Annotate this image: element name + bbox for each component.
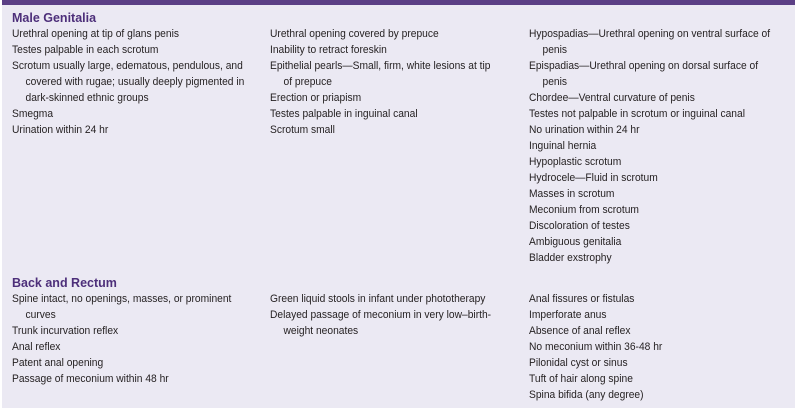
list-item xyxy=(529,250,770,266)
list-item xyxy=(529,122,770,138)
list-item xyxy=(12,122,244,138)
item-text-continuation: of prepuce xyxy=(283,76,332,88)
item-text: Anal reflex xyxy=(12,341,61,353)
item-text: Spina bifida (any degree) xyxy=(529,389,644,401)
item-text-continuation: penis xyxy=(542,76,568,88)
item-text: Green liquid stools in infant under phototherapy xyxy=(270,293,486,305)
list-item xyxy=(12,106,244,122)
section-heading-male-genitalia: Male Genitalia xyxy=(12,11,97,25)
item-text: Imperforate anus xyxy=(529,309,607,321)
item-text: Hypospadias—Urethral opening on ventral surface of xyxy=(529,28,771,40)
item-text: No urination within 24 hr xyxy=(529,124,640,136)
item-text: Epithelial pearls—Small, firm, white lesions at tip xyxy=(270,60,491,72)
list-item xyxy=(12,371,231,387)
list-item xyxy=(529,90,770,106)
top-accent-bar xyxy=(0,0,798,5)
item-text: Bladder exstrophy xyxy=(529,252,612,264)
list-item xyxy=(12,355,231,371)
item-text: Ambiguous genitalia xyxy=(529,236,622,248)
item-text: No meconium within 36-48 hr xyxy=(529,341,663,353)
list-item xyxy=(12,323,231,339)
item-text: Passage of meconium within 48 hr xyxy=(12,373,169,385)
list-item xyxy=(529,339,662,355)
list-item xyxy=(270,307,491,339)
item-text: Smegma xyxy=(12,108,54,120)
item-text: Discoloration of testes xyxy=(529,220,630,232)
item-text: Urination within 24 hr xyxy=(12,124,109,136)
section-heading-back-and-rectum: Back and Rectum xyxy=(12,276,117,290)
item-text: Spine intact, no openings, masses, or prominent xyxy=(12,293,232,305)
item-text: Epispadias—Urethral opening on dorsal surface of xyxy=(529,60,759,72)
item-text: Trunk incurvation reflex xyxy=(12,325,119,337)
item-text-continuation: weight neonates xyxy=(283,325,359,337)
item-text: Testes palpable in each scrotum xyxy=(12,44,159,56)
item-text-continuation: penis xyxy=(542,44,568,56)
item-text: Patent anal opening xyxy=(12,357,104,369)
back-rectum-normal-column xyxy=(12,291,231,387)
item-text: Inability to retract foreskin xyxy=(270,44,387,56)
list-item xyxy=(12,42,244,58)
back-rectum-variation-column xyxy=(270,291,491,339)
item-text: Hypoplastic scrotum xyxy=(529,156,622,168)
list-item xyxy=(270,26,491,42)
item-text: Testes palpable in inguinal canal xyxy=(270,108,418,120)
item-text: Absence of anal reflex xyxy=(529,325,631,337)
list-item xyxy=(529,138,770,154)
list-item xyxy=(12,26,244,42)
list-item xyxy=(270,90,491,106)
item-text: Pilonidal cyst or sinus xyxy=(529,357,628,369)
list-item xyxy=(12,291,231,323)
item-text: Chordee—Ventral curvature of penis xyxy=(529,92,695,104)
left-border xyxy=(0,0,2,408)
item-text: Anal fissures or fistulas xyxy=(529,293,635,305)
list-item xyxy=(270,106,491,122)
back-rectum-abnormal-column xyxy=(529,291,662,403)
item-text: Meconium from scrotum xyxy=(529,204,639,216)
list-item xyxy=(529,307,662,323)
male-genitalia-abnormal-column xyxy=(529,26,770,266)
list-item xyxy=(529,26,770,58)
item-text: Hydrocele—Fluid in scrotum xyxy=(529,172,658,184)
list-item xyxy=(529,106,770,122)
list-item xyxy=(529,371,662,387)
item-text: Scrotum usually large, edematous, pendulous, and xyxy=(12,60,243,72)
list-item xyxy=(529,355,662,371)
list-item xyxy=(529,387,662,403)
item-text-continuation: curves xyxy=(25,309,56,321)
item-text: Inguinal hernia xyxy=(529,140,597,152)
item-text-continuation: covered with rugae; usually deeply pigmented in xyxy=(25,76,245,88)
list-item xyxy=(270,58,491,90)
list-item xyxy=(529,186,770,202)
list-item xyxy=(12,58,244,106)
item-text: Urethral opening at tip of glans penis xyxy=(12,28,179,40)
list-item xyxy=(270,42,491,58)
item-text-continuation: dark-skinned ethnic groups xyxy=(25,92,149,104)
item-text: Scrotum small xyxy=(270,124,335,136)
list-item xyxy=(529,291,662,307)
list-item xyxy=(529,58,770,90)
item-text: Urethral opening covered by prepuce xyxy=(270,28,439,40)
item-text: Delayed passage of meconium in very low–birth- xyxy=(270,309,492,321)
list-item xyxy=(270,291,491,307)
list-item xyxy=(529,154,770,170)
item-text: Testes not palpable in scrotum or inguinal canal xyxy=(529,108,745,120)
list-item xyxy=(529,218,770,234)
male-genitalia-variation-column xyxy=(270,26,491,138)
item-text: Masses in scrotum xyxy=(529,188,615,200)
list-item xyxy=(529,323,662,339)
list-item xyxy=(529,234,770,250)
list-item xyxy=(12,339,231,355)
item-text: Tuft of hair along spine xyxy=(529,373,633,385)
male-genitalia-normal-column xyxy=(12,26,244,138)
list-item xyxy=(529,202,770,218)
list-item xyxy=(270,122,491,138)
list-item xyxy=(529,170,770,186)
item-text: Erection or priapism xyxy=(270,92,362,104)
